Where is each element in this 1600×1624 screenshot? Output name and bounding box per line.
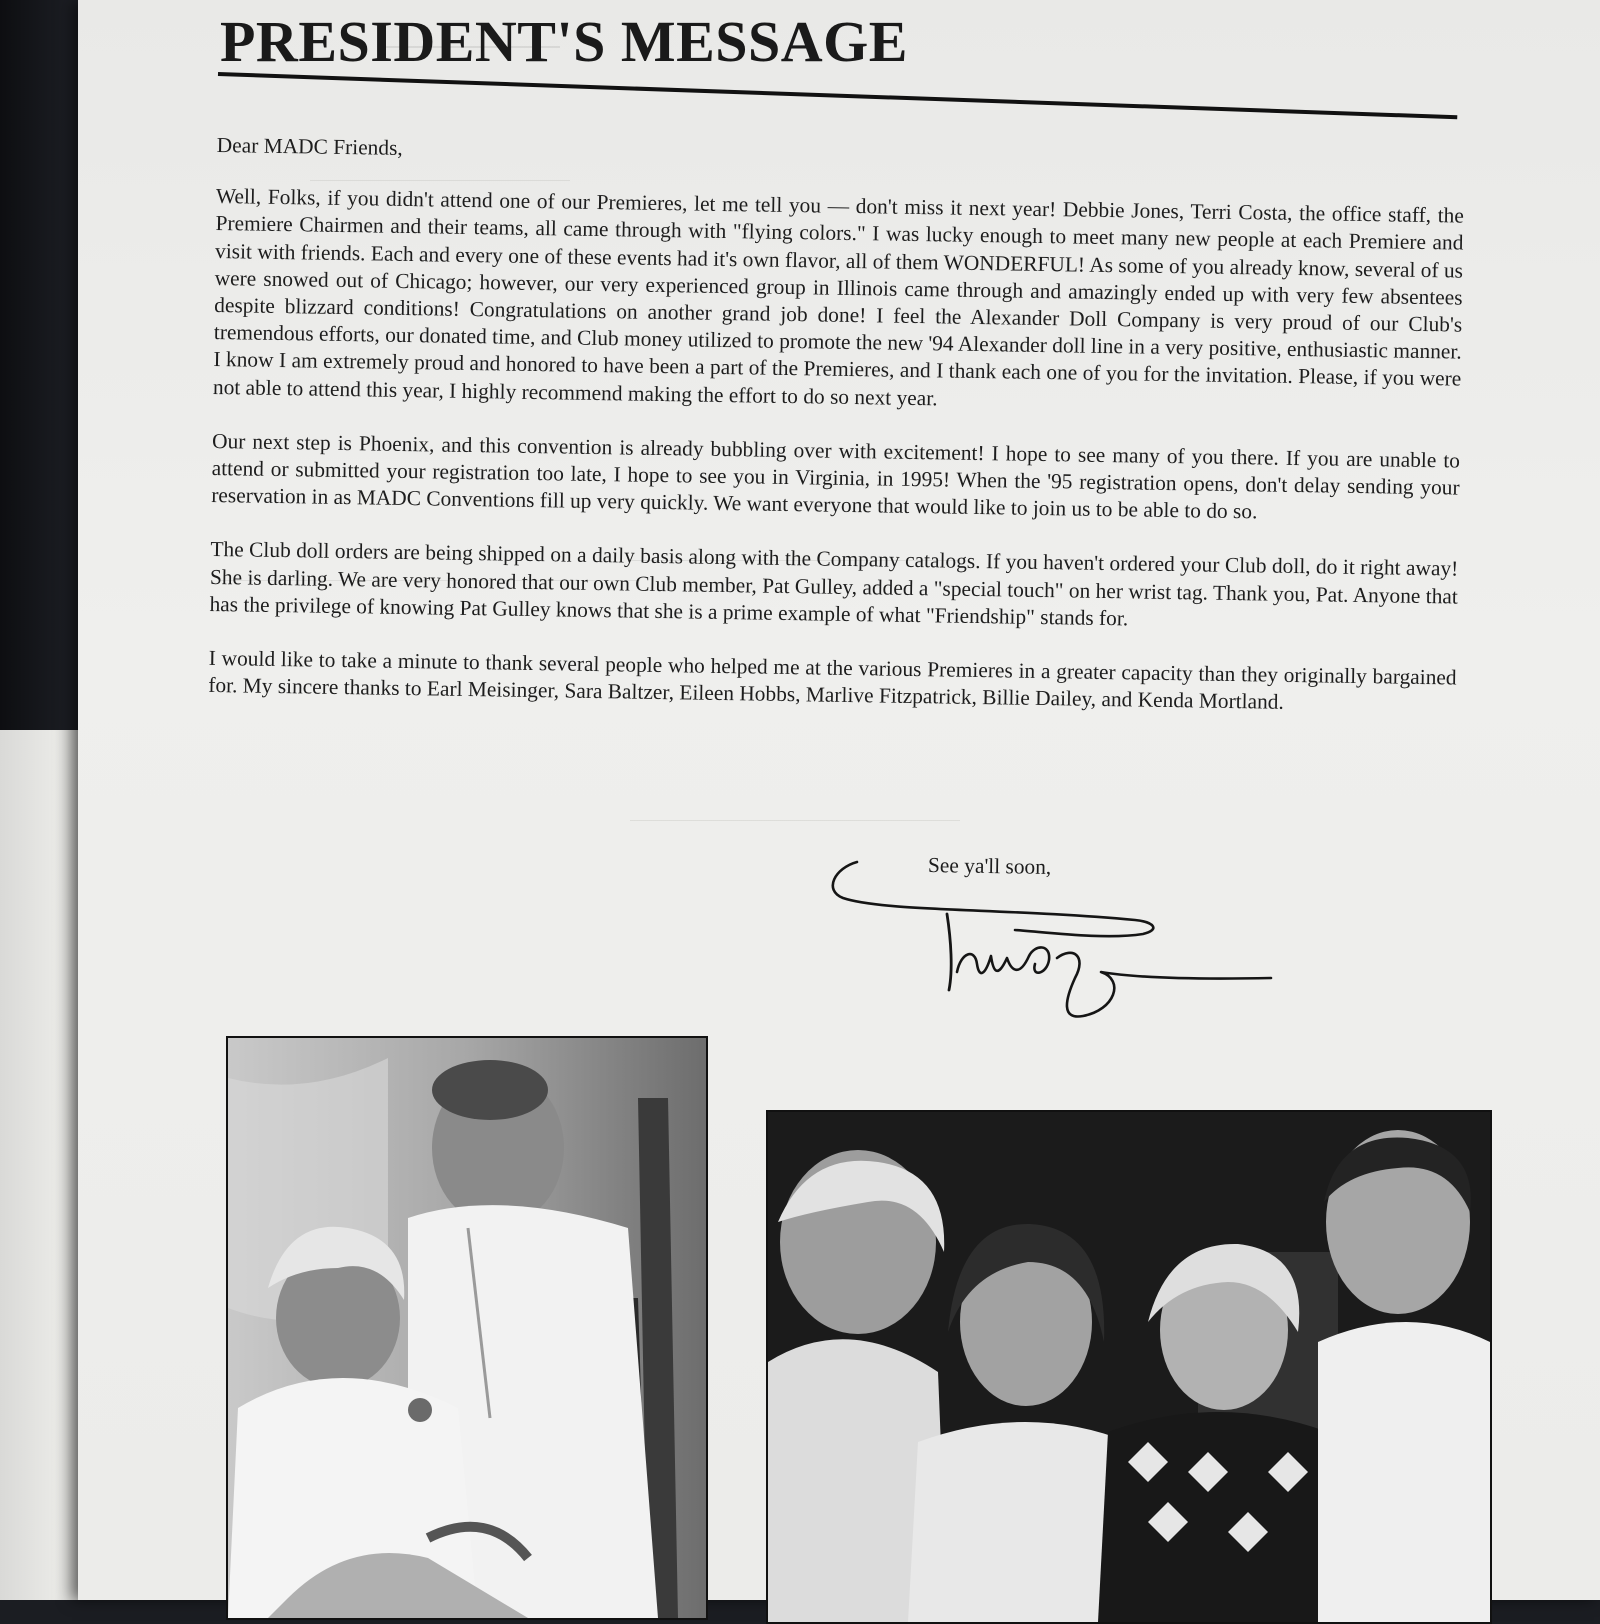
letter-paragraph-4: I would like to take a minute to thank several people who helped me at the various Premieres in a greater capacity than they originally bargained for. My sincere thanks to Earl Meisinger, Sara Baltzer, Eileen Hobbs, Marlive Fitzpatrick, Billie Dailey, and Kenda Mortland.: [208, 645, 1457, 715]
letter-paragraph-1: Well, Folks, if you didn't attend one of our Premieres, let me tell you — don't miss it next year! Debbie Jones, Terri Costa, the office staff, the Premiere Chairmen and their teams, all came through with "flying colors." I was lucky enough to meet many new people at each Premiere and visit with friends. Each and every one of these events had it's own flavor, all of them WONDERFUL! As some of you already know, several of us were snowed out of Chicago; however, our very experienced group in Illinois came through and amazingly ended up with very few absentees despite blizzard conditions! Congratulations on another grand job done! I feel the Alexander Doll Company is very proud of our Club's tremendous efforts, our donated time, and Club money utilized to promote the new '94 Alexander doll line in a very positive, enthusiastic manner. I know I am extremely proud and honored to have been a part of the Premieres, and I thank each one of you for the invitation. Please, if you were not able to attend this year, I highly recommend making the effort to do so next year.: [212, 184, 1465, 410]
magazine-page: [78, 0, 1600, 1600]
photo-four-people: [766, 1110, 1492, 1624]
handwritten-signature: [825, 860, 1305, 1040]
letter-body: [208, 132, 1465, 746]
letter-paragraph-3: The Club doll orders are being shipped on a daily basis along with the Company catalogs. If you haven't ordered your Club doll, do it right away! She is darling. We are very honored that our own Club member, Pat Gulley, added a "special touch" on her wrist tag. Thank you, Pat. Anyone that has the privilege of knowing Pat Gulley knows that she is a prime example of what "Friendship" stands for.: [209, 537, 1459, 631]
letter-paragraph-2: Our next step is Phoenix, and this convention is already bubbling over with excitement! I hope to see many of you there. If you are unable to attend or submitted your registration too late, I hope to see you in Virginia, in 1995! When the '95 registration opens, don't delay sending your reservation in as MADC Conventions fill up very quickly. We want everyone that would like to join us to be able to do so.: [211, 428, 1461, 524]
letter-salutation: Dear MADC Friends,: [216, 132, 403, 160]
photo-couple-seated: [226, 1036, 708, 1620]
letter-closing: See ya'll soon,: [927, 853, 1052, 879]
page-title: PRESIDENT'S MESSAGE: [220, 9, 908, 74]
photo-2-image: [768, 1112, 1490, 1622]
photo-1-image: [228, 1038, 706, 1618]
background-light-panel: [0, 730, 90, 1600]
